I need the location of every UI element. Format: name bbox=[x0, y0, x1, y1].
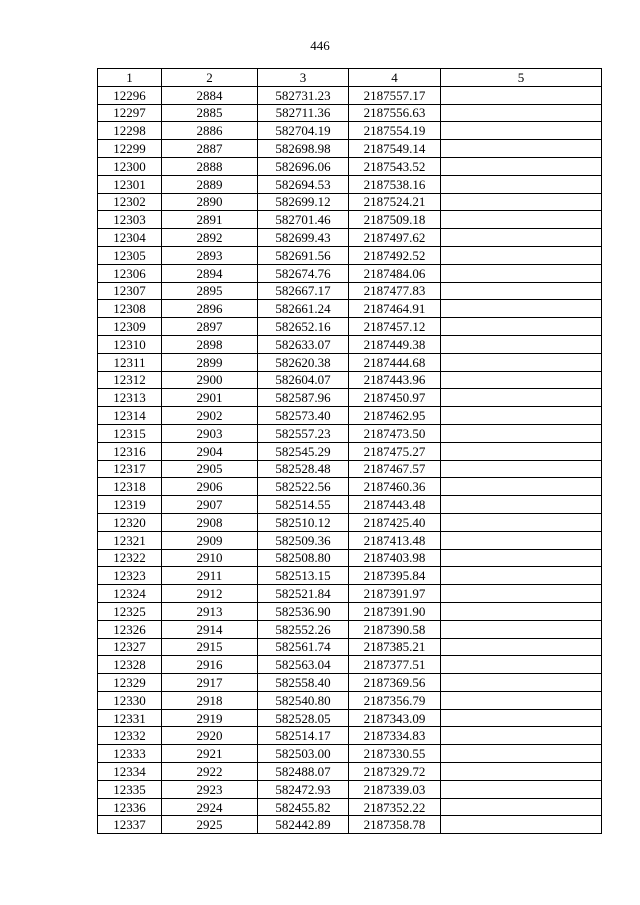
x-coordinate-cell: 582508.80 bbox=[258, 549, 349, 567]
column-header-2: 2 bbox=[162, 69, 258, 87]
table-row bbox=[98, 104, 602, 122]
point-number-cell: 12296 bbox=[98, 86, 162, 104]
notes-cell bbox=[441, 318, 602, 336]
point-number-cell: 12311 bbox=[98, 353, 162, 371]
index-cell: 2917 bbox=[162, 674, 258, 692]
x-coordinate-cell: 582540.80 bbox=[258, 691, 349, 709]
point-number-cell: 12330 bbox=[98, 691, 162, 709]
table-row bbox=[98, 318, 602, 336]
notes-cell bbox=[441, 691, 602, 709]
table-row bbox=[98, 407, 602, 425]
x-coordinate-cell: 582522.56 bbox=[258, 478, 349, 496]
y-coordinate-cell: 2187352.22 bbox=[349, 798, 441, 816]
notes-cell bbox=[441, 549, 602, 567]
x-coordinate-cell: 582558.40 bbox=[258, 674, 349, 692]
table-row bbox=[98, 246, 602, 264]
x-coordinate-cell: 582699.43 bbox=[258, 229, 349, 247]
x-coordinate-cell: 582545.29 bbox=[258, 442, 349, 460]
x-coordinate-cell: 582488.07 bbox=[258, 763, 349, 781]
table-row bbox=[98, 193, 602, 211]
x-coordinate-cell: 582472.93 bbox=[258, 780, 349, 798]
x-coordinate-cell: 582503.00 bbox=[258, 745, 349, 763]
y-coordinate-cell: 2187457.12 bbox=[349, 318, 441, 336]
index-cell: 2890 bbox=[162, 193, 258, 211]
table-row bbox=[98, 157, 602, 175]
point-number-cell: 12314 bbox=[98, 407, 162, 425]
y-coordinate-cell: 2187477.83 bbox=[349, 282, 441, 300]
notes-cell bbox=[441, 763, 602, 781]
index-cell: 2887 bbox=[162, 140, 258, 158]
notes-cell bbox=[441, 620, 602, 638]
table-row bbox=[98, 353, 602, 371]
index-cell: 2919 bbox=[162, 709, 258, 727]
table-row bbox=[98, 264, 602, 282]
index-cell: 2912 bbox=[162, 585, 258, 603]
index-cell: 2904 bbox=[162, 442, 258, 460]
y-coordinate-cell: 2187475.27 bbox=[349, 442, 441, 460]
index-cell: 2923 bbox=[162, 780, 258, 798]
y-coordinate-cell: 2187369.56 bbox=[349, 674, 441, 692]
y-coordinate-cell: 2187449.38 bbox=[349, 335, 441, 353]
y-coordinate-cell: 2187473.50 bbox=[349, 424, 441, 442]
index-cell: 2915 bbox=[162, 638, 258, 656]
notes-cell bbox=[441, 407, 602, 425]
notes-cell bbox=[441, 816, 602, 834]
table-row bbox=[98, 211, 602, 229]
index-cell: 2894 bbox=[162, 264, 258, 282]
x-coordinate-cell: 582510.12 bbox=[258, 513, 349, 531]
y-coordinate-cell: 2187443.48 bbox=[349, 496, 441, 514]
x-coordinate-cell: 582701.46 bbox=[258, 211, 349, 229]
notes-cell bbox=[441, 513, 602, 531]
x-coordinate-cell: 582652.16 bbox=[258, 318, 349, 336]
notes-cell bbox=[441, 460, 602, 478]
x-coordinate-cell: 582661.24 bbox=[258, 300, 349, 318]
point-number-cell: 12337 bbox=[98, 816, 162, 834]
point-number-cell: 12319 bbox=[98, 496, 162, 514]
x-coordinate-cell: 582698.98 bbox=[258, 140, 349, 158]
index-cell: 2920 bbox=[162, 727, 258, 745]
notes-cell bbox=[441, 745, 602, 763]
table-row bbox=[98, 335, 602, 353]
index-cell: 2895 bbox=[162, 282, 258, 300]
notes-cell bbox=[441, 229, 602, 247]
table-row bbox=[98, 763, 602, 781]
point-number-cell: 12298 bbox=[98, 122, 162, 140]
notes-cell bbox=[441, 531, 602, 549]
index-cell: 2907 bbox=[162, 496, 258, 514]
point-number-cell: 12297 bbox=[98, 104, 162, 122]
notes-cell bbox=[441, 140, 602, 158]
x-coordinate-cell: 582704.19 bbox=[258, 122, 349, 140]
table-row bbox=[98, 727, 602, 745]
y-coordinate-cell: 2187460.36 bbox=[349, 478, 441, 496]
notes-cell bbox=[441, 335, 602, 353]
y-coordinate-cell: 2187524.21 bbox=[349, 193, 441, 211]
point-number-cell: 12316 bbox=[98, 442, 162, 460]
y-coordinate-cell: 2187334.83 bbox=[349, 727, 441, 745]
table-row bbox=[98, 122, 602, 140]
column-header-4: 4 bbox=[349, 69, 441, 87]
point-number-cell: 12315 bbox=[98, 424, 162, 442]
table-row bbox=[98, 389, 602, 407]
index-cell: 2903 bbox=[162, 424, 258, 442]
y-coordinate-cell: 2187356.79 bbox=[349, 691, 441, 709]
table-row bbox=[98, 513, 602, 531]
notes-cell bbox=[441, 602, 602, 620]
page-number: 446 bbox=[310, 38, 330, 53]
y-coordinate-cell: 2187358.78 bbox=[349, 816, 441, 834]
point-number-cell: 12320 bbox=[98, 513, 162, 531]
index-cell: 2902 bbox=[162, 407, 258, 425]
index-cell: 2906 bbox=[162, 478, 258, 496]
point-number-cell: 12322 bbox=[98, 549, 162, 567]
x-coordinate-cell: 582528.05 bbox=[258, 709, 349, 727]
notes-cell bbox=[441, 353, 602, 371]
x-coordinate-cell: 582536.90 bbox=[258, 602, 349, 620]
notes-cell bbox=[441, 780, 602, 798]
table-row bbox=[98, 371, 602, 389]
x-coordinate-cell: 582694.53 bbox=[258, 175, 349, 193]
notes-cell bbox=[441, 104, 602, 122]
x-coordinate-cell: 582711.36 bbox=[258, 104, 349, 122]
point-number-cell: 12331 bbox=[98, 709, 162, 727]
table-row bbox=[98, 567, 602, 585]
y-coordinate-cell: 2187509.18 bbox=[349, 211, 441, 229]
index-cell: 2885 bbox=[162, 104, 258, 122]
index-cell: 2922 bbox=[162, 763, 258, 781]
index-cell: 2911 bbox=[162, 567, 258, 585]
y-coordinate-cell: 2187391.97 bbox=[349, 585, 441, 603]
index-cell: 2886 bbox=[162, 122, 258, 140]
point-number-cell: 12333 bbox=[98, 745, 162, 763]
x-coordinate-cell: 582563.04 bbox=[258, 656, 349, 674]
index-cell: 2914 bbox=[162, 620, 258, 638]
point-number-cell: 12300 bbox=[98, 157, 162, 175]
y-coordinate-cell: 2187557.17 bbox=[349, 86, 441, 104]
index-cell: 2896 bbox=[162, 300, 258, 318]
point-number-cell: 12335 bbox=[98, 780, 162, 798]
index-cell: 2899 bbox=[162, 353, 258, 371]
table-row bbox=[98, 175, 602, 193]
point-number-cell: 12303 bbox=[98, 211, 162, 229]
point-number-cell: 12307 bbox=[98, 282, 162, 300]
index-cell: 2924 bbox=[162, 798, 258, 816]
notes-cell bbox=[441, 496, 602, 514]
point-number-cell: 12302 bbox=[98, 193, 162, 211]
index-cell: 2916 bbox=[162, 656, 258, 674]
point-number-cell: 12334 bbox=[98, 763, 162, 781]
point-number-cell: 12299 bbox=[98, 140, 162, 158]
point-number-cell: 12318 bbox=[98, 478, 162, 496]
y-coordinate-cell: 2187467.57 bbox=[349, 460, 441, 478]
notes-cell bbox=[441, 798, 602, 816]
table-row bbox=[98, 691, 602, 709]
y-coordinate-cell: 2187556.63 bbox=[349, 104, 441, 122]
y-coordinate-cell: 2187385.21 bbox=[349, 638, 441, 656]
index-cell: 2925 bbox=[162, 816, 258, 834]
notes-cell bbox=[441, 264, 602, 282]
index-cell: 2910 bbox=[162, 549, 258, 567]
y-coordinate-cell: 2187425.40 bbox=[349, 513, 441, 531]
index-cell: 2889 bbox=[162, 175, 258, 193]
notes-cell bbox=[441, 300, 602, 318]
table-row bbox=[98, 424, 602, 442]
x-coordinate-cell: 582674.76 bbox=[258, 264, 349, 282]
notes-cell bbox=[441, 656, 602, 674]
table-row bbox=[98, 282, 602, 300]
table-row bbox=[98, 780, 602, 798]
table-row bbox=[98, 656, 602, 674]
y-coordinate-cell: 2187403.98 bbox=[349, 549, 441, 567]
table-row bbox=[98, 442, 602, 460]
notes-cell bbox=[441, 86, 602, 104]
x-coordinate-cell: 582514.55 bbox=[258, 496, 349, 514]
y-coordinate-cell: 2187377.51 bbox=[349, 656, 441, 674]
x-coordinate-cell: 582667.17 bbox=[258, 282, 349, 300]
y-coordinate-cell: 2187339.03 bbox=[349, 780, 441, 798]
y-coordinate-cell: 2187538.16 bbox=[349, 175, 441, 193]
x-coordinate-cell: 582557.23 bbox=[258, 424, 349, 442]
y-coordinate-cell: 2187391.90 bbox=[349, 602, 441, 620]
point-number-cell: 12325 bbox=[98, 602, 162, 620]
notes-cell bbox=[441, 585, 602, 603]
point-number-cell: 12305 bbox=[98, 246, 162, 264]
index-cell: 2897 bbox=[162, 318, 258, 336]
notes-cell bbox=[441, 478, 602, 496]
x-coordinate-cell: 582513.15 bbox=[258, 567, 349, 585]
x-coordinate-cell: 582696.06 bbox=[258, 157, 349, 175]
index-cell: 2891 bbox=[162, 211, 258, 229]
table-row bbox=[98, 140, 602, 158]
x-coordinate-cell: 582561.74 bbox=[258, 638, 349, 656]
x-coordinate-cell: 582620.38 bbox=[258, 353, 349, 371]
point-number-cell: 12324 bbox=[98, 585, 162, 603]
y-coordinate-cell: 2187443.96 bbox=[349, 371, 441, 389]
x-coordinate-cell: 582514.17 bbox=[258, 727, 349, 745]
table-row bbox=[98, 86, 602, 104]
y-coordinate-cell: 2187444.68 bbox=[349, 353, 441, 371]
notes-cell bbox=[441, 175, 602, 193]
index-cell: 2901 bbox=[162, 389, 258, 407]
index-cell: 2918 bbox=[162, 691, 258, 709]
x-coordinate-cell: 582691.56 bbox=[258, 246, 349, 264]
table-row bbox=[98, 549, 602, 567]
notes-cell bbox=[441, 157, 602, 175]
index-cell: 2888 bbox=[162, 157, 258, 175]
x-coordinate-cell: 582442.89 bbox=[258, 816, 349, 834]
point-number-cell: 12326 bbox=[98, 620, 162, 638]
table-row bbox=[98, 798, 602, 816]
notes-cell bbox=[441, 282, 602, 300]
notes-cell bbox=[441, 211, 602, 229]
point-number-cell: 12304 bbox=[98, 229, 162, 247]
notes-cell bbox=[441, 246, 602, 264]
y-coordinate-cell: 2187549.14 bbox=[349, 140, 441, 158]
x-coordinate-cell: 582528.48 bbox=[258, 460, 349, 478]
point-number-cell: 12306 bbox=[98, 264, 162, 282]
notes-cell bbox=[441, 638, 602, 656]
index-cell: 2921 bbox=[162, 745, 258, 763]
x-coordinate-cell: 582633.07 bbox=[258, 335, 349, 353]
point-number-cell: 12301 bbox=[98, 175, 162, 193]
table-row bbox=[98, 229, 602, 247]
index-cell: 2905 bbox=[162, 460, 258, 478]
table-row bbox=[98, 745, 602, 763]
index-cell: 2884 bbox=[162, 86, 258, 104]
point-number-cell: 12328 bbox=[98, 656, 162, 674]
point-number-cell: 12329 bbox=[98, 674, 162, 692]
point-number-cell: 12321 bbox=[98, 531, 162, 549]
x-coordinate-cell: 582521.84 bbox=[258, 585, 349, 603]
y-coordinate-cell: 2187484.06 bbox=[349, 264, 441, 282]
y-coordinate-cell: 2187462.95 bbox=[349, 407, 441, 425]
column-header-1: 1 bbox=[98, 69, 162, 87]
y-coordinate-cell: 2187413.48 bbox=[349, 531, 441, 549]
table-body bbox=[98, 86, 602, 833]
coordinates-table bbox=[97, 68, 602, 834]
table-row bbox=[98, 300, 602, 318]
x-coordinate-cell: 582604.07 bbox=[258, 371, 349, 389]
notes-cell bbox=[441, 371, 602, 389]
point-number-cell: 12327 bbox=[98, 638, 162, 656]
table-header-row bbox=[98, 69, 602, 87]
table-row bbox=[98, 478, 602, 496]
x-coordinate-cell: 582699.12 bbox=[258, 193, 349, 211]
point-number-cell: 12312 bbox=[98, 371, 162, 389]
y-coordinate-cell: 2187330.55 bbox=[349, 745, 441, 763]
x-coordinate-cell: 582573.40 bbox=[258, 407, 349, 425]
index-cell: 2913 bbox=[162, 602, 258, 620]
index-cell: 2898 bbox=[162, 335, 258, 353]
notes-cell bbox=[441, 567, 602, 585]
x-coordinate-cell: 582509.36 bbox=[258, 531, 349, 549]
y-coordinate-cell: 2187492.52 bbox=[349, 246, 441, 264]
point-number-cell: 12332 bbox=[98, 727, 162, 745]
y-coordinate-cell: 2187554.19 bbox=[349, 122, 441, 140]
notes-cell bbox=[441, 442, 602, 460]
y-coordinate-cell: 2187329.72 bbox=[349, 763, 441, 781]
notes-cell bbox=[441, 674, 602, 692]
index-cell: 2909 bbox=[162, 531, 258, 549]
notes-cell bbox=[441, 727, 602, 745]
point-number-cell: 12323 bbox=[98, 567, 162, 585]
index-cell: 2893 bbox=[162, 246, 258, 264]
table-row bbox=[98, 816, 602, 834]
point-number-cell: 12317 bbox=[98, 460, 162, 478]
notes-cell bbox=[441, 193, 602, 211]
point-number-cell: 12309 bbox=[98, 318, 162, 336]
table-row bbox=[98, 638, 602, 656]
x-coordinate-cell: 582455.82 bbox=[258, 798, 349, 816]
table-row bbox=[98, 585, 602, 603]
point-number-cell: 12308 bbox=[98, 300, 162, 318]
table-row bbox=[98, 620, 602, 638]
point-number-cell: 12310 bbox=[98, 335, 162, 353]
y-coordinate-cell: 2187395.84 bbox=[349, 567, 441, 585]
index-cell: 2900 bbox=[162, 371, 258, 389]
x-coordinate-cell: 582587.96 bbox=[258, 389, 349, 407]
point-number-cell: 12336 bbox=[98, 798, 162, 816]
y-coordinate-cell: 2187497.62 bbox=[349, 229, 441, 247]
notes-cell bbox=[441, 709, 602, 727]
table-row bbox=[98, 709, 602, 727]
table-row bbox=[98, 496, 602, 514]
table-row bbox=[98, 674, 602, 692]
x-coordinate-cell: 582552.26 bbox=[258, 620, 349, 638]
table-row bbox=[98, 460, 602, 478]
notes-cell bbox=[441, 389, 602, 407]
table-row bbox=[98, 602, 602, 620]
index-cell: 2892 bbox=[162, 229, 258, 247]
y-coordinate-cell: 2187390.58 bbox=[349, 620, 441, 638]
x-coordinate-cell: 582731.23 bbox=[258, 86, 349, 104]
table-row bbox=[98, 531, 602, 549]
column-header-3: 3 bbox=[258, 69, 349, 87]
column-header-5: 5 bbox=[441, 69, 602, 87]
point-number-cell: 12313 bbox=[98, 389, 162, 407]
y-coordinate-cell: 2187343.09 bbox=[349, 709, 441, 727]
notes-cell bbox=[441, 122, 602, 140]
y-coordinate-cell: 2187543.52 bbox=[349, 157, 441, 175]
y-coordinate-cell: 2187450.97 bbox=[349, 389, 441, 407]
index-cell: 2908 bbox=[162, 513, 258, 531]
y-coordinate-cell: 2187464.91 bbox=[349, 300, 441, 318]
notes-cell bbox=[441, 424, 602, 442]
